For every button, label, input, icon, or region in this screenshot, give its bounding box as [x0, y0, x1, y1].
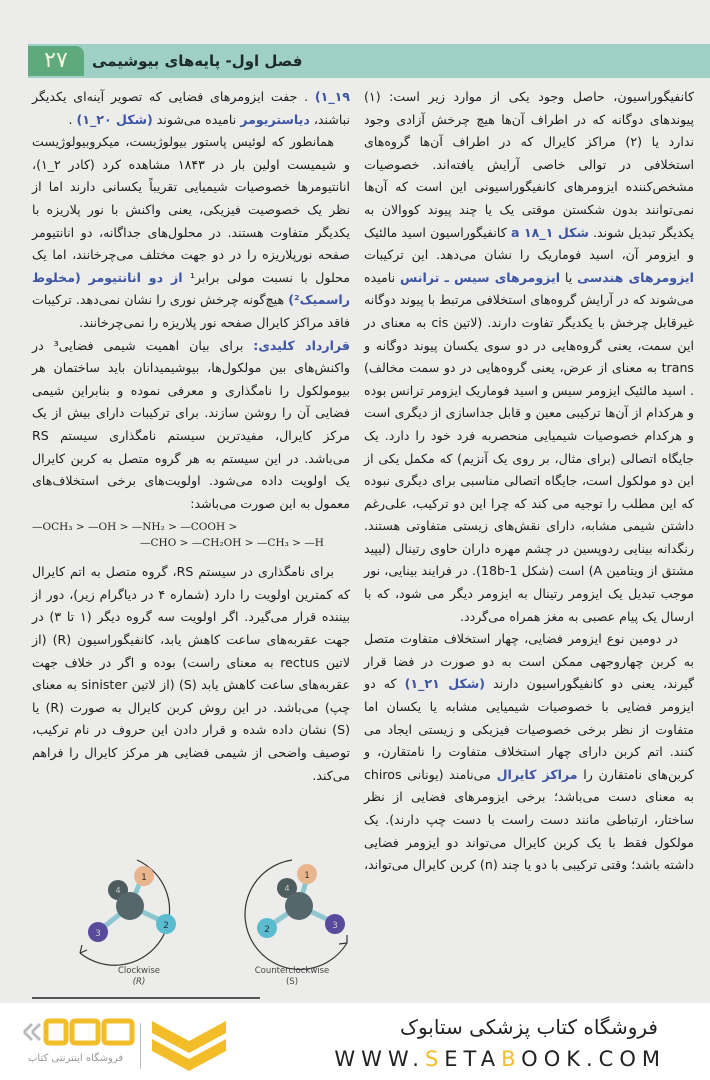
svg-text:4: 4	[115, 886, 121, 895]
svg-text:3: 3	[95, 929, 101, 939]
paragraph-chiral-centers: در دومین نوع ایزومر فضایی، چهار استخلاف متفاوت متصل به کربن چهاروجهی ممکن است به دو صورت در فضا قرار گیرند، یعنی دو کانفیگوراسیون دارند (شکل ۲۱_۱) که دو ایزومر فضایی با خصوصیات شیمیایی مشابه یا یکسان اما متفاوت از نظر برخی خصوصیات فیزیکی و زیستی ایجاد می کنند. اتم کربن دارای چهار استخلاف متفاوت را نامتقارن، و کربن‌های نامتقارن را مراکز کایرال می‌نامند (یونانی chiros به معنای دست می‌باشد؛ برخی ایزومرهای فضایی از نظر ساختار، ارتباطی مانند دست راست با دست چپ دارند). یک مولکول فقط با یک کربن کایرال می‌تواند دو ایزومر فضایی داشته باشد؛ وقتی ترکیبی با دو یا چند (n) کربن کایرال می‌تواند،	[364, 631, 694, 873]
svg-text:1: 1	[304, 871, 310, 881]
key-convention-label: قرارداد کلیدی:	[253, 337, 350, 353]
priority-formula	[32, 519, 350, 551]
figure-ref-1-18a[interactable]: شکل a ۱۸_۱	[510, 224, 589, 240]
formula-line-2: —CHO > —CH₂OH > —CH₃ > —H	[140, 537, 324, 550]
paragraph-rs-naming: برای نامگذاری در سیستم RS، گروه متصل به اتم کایرال که کمترین اولویت را دارد (شماره ۴ در دیاگرام زیر)، دور از بیننده قرار می‌گیرد. اگر اولویت سه گروه دیگر (۱ تا ۳) در جهت عقربه‌های ساعت کاهش یابد، کانفیگوراسیون (R) (از لاتین rectus به معنای راست) بوده و اگر در خلاف جهت عقربه‌های ساعت کاهش یابد (S) (از لاتین sinister به معنای چپ) می‌باشد. در این روش کربن کایرال به صورت (R) یا (S) نشان داده شده و قرار دادن این حروف در نام ترکیب، توصیف واضحی از شیمی فضایی هر مرکز کایرال را فراهم می‌کند.	[32, 564, 350, 783]
page-number: ۲۷	[28, 46, 84, 76]
store-banner	[0, 1003, 710, 1080]
footnote-divider	[32, 997, 260, 999]
chapter-title: فصل اول- پایه‌های بیوشیمی	[92, 52, 303, 70]
left-column	[32, 86, 350, 787]
svg-text:2: 2	[163, 921, 169, 931]
store-name: فروشگاه کتاب پزشکی ستابوک	[400, 1015, 658, 1039]
term-chiral-centers: مراکز کایرال	[496, 766, 578, 782]
svg-text:4: 4	[284, 884, 290, 893]
paragraph-diastereomers: ۱۹_۱) . جفت ایزومرهای فضایی که تصویر آینه‌ای یکدیگر نباشند، دیاستریومر نامیده می‌شوند (شکل ۲۰_۱) .	[32, 89, 350, 127]
term-racemic-mixture: از دو انانتیومر (مخلوط راسمیک²)	[32, 269, 350, 308]
setabook-wordmark-icon	[20, 1015, 138, 1049]
svg-text:3: 3	[332, 921, 338, 931]
formula-line-1: —OCH₃ > —OH > —NH₂ > —COOH >	[32, 521, 238, 534]
caption-clockwise: Clockwise (R)	[117, 966, 161, 987]
store-url[interactable]: WWW.SETABOOK.COM	[334, 1047, 666, 1071]
logo-separator	[140, 1023, 141, 1069]
term-diastereomer: دیاستریومر	[240, 111, 310, 127]
paragraph-configuration: کانفیگوراسیون، حاصل وجود یکی از موارد زیر است: (۱) پیوندهای دوگانه که در اطراف آن‌ها هیچ چرخش آزادی وجود ندارد یا (۲) مراکز کایرال که در اطراف آن‌ها گروه‌های استخلافی در توالی خاصی آرایش یافته‌اند. خصوصیات مشخص‌کننده ایزومرهای کانفیگوراسیونی این است که آن‌ها نمی‌توانند بدون شکستن موقتی یک یا چند پیوند کووالان به یکدیگر تبدیل شوند. شکل a ۱۸_۱ کانفیگوراسیون اسید مالئیک و ایزومر آن، اسید فوماریک را نشان می‌دهد. این ترکیبات ایزومرهای هندسی یا ایزومرهای سیس ـ ترانس نامیده می‌شوند که در آرایش گروه‌های استخلافی مرتبط با پیوند دوگانه غیرقابل چرخش با یکدیگر تفاوت دارند. (لاتین cis به معنای در این سمت، یعنی گروه‌هایی در دو سوی یکسان پیوند دوگانه و trans به معنای از عرض، یعنی گروه‌هایی در دو سمت مخالف) . اسید مالئیک ایزومر سیس و اسید فوماریک ایزومر ترانس بوده و هرکدام از آن‌ها ترکیبی معین و قابل جداسازی از دیگری است و هرکدام خصوصیات شیمیایی منحصربه فرد خود را دارد. یک جایگاه اتصالی (برای مثال، بر روی یک آنزیم) که مکمل یکی از این دو مولکول است، جایگاه اتصالی مناسبی برای دیگری نبوده که این مطلب را توجیه می کند که چرا این دو ترکیب، علی‌رغم داشتن شیمی مشابه، دارای نقش‌های زیستی متفاوتی هستند. رنگدانه بینایی ردوپسین در چشم مهره داران حاوی رتینال (لیپید مشتق از ویتامین A) است (شکل 1-18b). در فرایند بینایی، نور موجب تبدیل یک ایزومر رتینال به ایزومر دیگر می شود، که با ارسال یک پیام عصبی به مغز همراه می‌گردد.	[364, 89, 695, 624]
chevron-logo-icon	[148, 1017, 230, 1075]
right-column	[364, 86, 694, 877]
figure-ref-1-20[interactable]: (شکل ۲۰_۱)	[76, 111, 153, 127]
paragraph-pasteur: همانطور که لوئیس پاستور بیولوژیست، میکروبیولوژیست و شیمیست اولین بار در ۱۸۴۳ مشاهده کرد (کادر ۲_۱)، انانتیومرها خصوصیات شیمیایی تقریباً یکسانی دارند اما از نظر یک خصوصیت فیزیکی، یعنی واکنش با نور پلاریزه با یکدیگر متفاوت هستند. در محلول‌های جداگانه، دو انانتیومر صفحه نورپلاریزه را در دو جهت مختلف می‌چرخانند، اما یک محلول با نسبت مولی برابر¹ از دو انانتیومر (مخلوط راسمیک²) هیچ‌گونه چرخش نوری را نشان نمی‌دهد. ترکیبات فاقد مراکز کایرال صفحه نور پلاریزه را نمی‌چرخانند.	[32, 134, 350, 330]
logo-subtitle: فروشگاه اینترنتی کتاب	[28, 1053, 124, 1064]
figure-ref-1-21[interactable]: (شکل ۲۱_۱)	[404, 676, 485, 692]
rs-configuration-figure	[32, 848, 350, 998]
svg-text:1: 1	[141, 873, 147, 883]
figure-ref-1-19[interactable]: ۱۹_۱)	[314, 89, 350, 104]
paragraph-key-convention: قرارداد کلیدی: برای بیان اهمیت شیمی فضایی³ در واکنش‌های بین مولکول‌ها، بیوشیمیدانان باید ساختمان هر بیومولکول را نامگذاری و معرفی نموده و بنابراین شیمی فضایی آن را روشن سازند. برای ترکیبات دارای بیش از یک مرکز کایرال، مفیدترین سیستم نامگذاری سیستم RS می‌باشد. در این سیستم به هر گروه متصل به کربن کایرال یک اولویت داده می‌شود. اولویت‌های برخی استخلاف‌های معمول به این صورت می‌باشد:	[32, 337, 350, 511]
svg-text:2: 2	[264, 925, 270, 935]
term-cis-trans-isomers: ایزومرهای سیس ـ ترانس	[399, 269, 561, 285]
term-geometric-isomers: ایزومرهای هندسی	[577, 269, 694, 285]
caption-counterclockwise: Counterclockwise (S)	[254, 966, 330, 987]
